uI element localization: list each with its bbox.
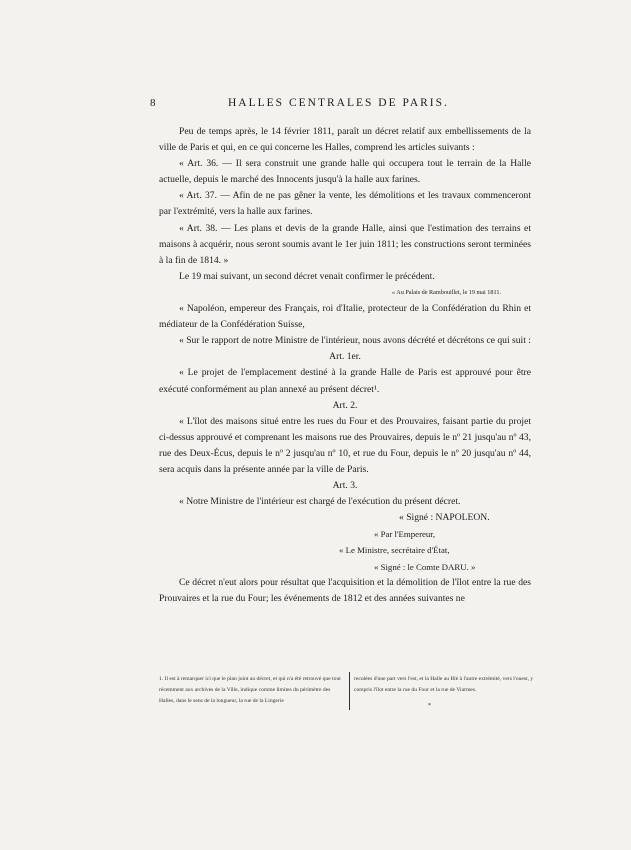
article-38: « Art. 38. — Les plans et devis de la grande Halle, ainsi que l'estimation des terrains et maisons à acquérir, nous seront soumis avant le 1er juin 1811; les constructions seront terminées à la fin de 1814. » <box>159 222 531 266</box>
footnote-left: 1. Il est à remarquer ici que le plan joint au décret, et qui n'a été retrouvé que tout récemment aux archives de la Ville, indique comme limites du périmètre des Halles, dans le sens de la longueur, la rue de la Lingerie <box>159 676 341 704</box>
footnote-column-divider <box>349 672 350 710</box>
signature: « Signé : NAPOLEON. <box>399 512 490 524</box>
page-number: 8 <box>150 97 156 109</box>
signature: « Par l'Empereur, <box>374 529 436 540</box>
signature: « Le Ministre, secrétaire d'État, <box>339 545 450 556</box>
running-title: HALLES CENTRALES DE PARIS. <box>228 97 449 109</box>
article-heading: Art. 3. <box>332 480 358 492</box>
footnote-mark: * <box>428 703 431 709</box>
body-text <box>159 124 531 607</box>
signature: « Signé : le Comte DARU. » <box>374 561 476 572</box>
paragraph: « L'îlot des maisons situé entre les rues du Four et des Prouvaires, faisant partie du projet ci-dessus approuvé et comprenant les maisons rue des Prouvaires, depuis le nº 21 jusqu'au nº 43, rue des Deux-Écus, depuis le nº 2 jusqu'au nº 10, et rue du Four, depuis le nº 20 jusqu'au nº 44, sera acquis dans la présente année par la ville de Paris. <box>159 415 531 475</box>
paragraph: « Notre Ministre de l'intérieur est chargé de l'exécution du présent décret. <box>179 496 461 508</box>
article-37: « Art. 37. — Afin de ne pas gêner la vente, les démolitions et les travaux commenceront par l'extrémité, vers la halle aux farines. <box>159 190 531 218</box>
dateline: « Au Palais de Rambouillet, le 19 mai 1811. <box>391 288 501 296</box>
paragraph: « Napoléon, empereur des Français, roi d'Italie, protecteur de la Confédération du Rhin et médiateur de la Confédération Suisse, <box>159 303 531 331</box>
article-heading: Art. 2. <box>332 399 358 411</box>
article-heading: Art. 1er. <box>329 351 361 363</box>
footnote-right: reculées d'une part vers l'est, et la Halle au Blé à l'autre extrémité, vers l'ouest, y compris l'îlot entre la rue du Four et la rue de Viarmes. <box>354 676 534 693</box>
paragraph: Le 19 mai suivant, un second décret venait confirmer le précédent. <box>179 270 435 282</box>
paragraph: « Le projet de l'emplacement destiné à la grande Halle de Paris est approuvé pour être exécuté conformément au plan annexé au présent décret¹. <box>159 367 531 395</box>
paragraph: Peu de temps après, le 14 février 1811, paraît un décret relatif aux embellissements de la ville de Paris et qui, en ce qui concerne les Halles, comprend les articles suivants : <box>159 126 531 154</box>
paragraph: Ce décret n'eut alors pour résultat que l'acquisition et la démolition de l'îlot entre la rue des Prouvaires et la rue du Four; les événements de 1812 et des années suivantes ne <box>159 576 531 604</box>
page-header <box>150 97 540 113</box>
article-36: « Art. 36. — Il sera construit une grande halle qui occupera tout le terrain de la Halle actuelle, depuis le marché des Innocents jusqu'à la halle aux farines. <box>159 158 531 186</box>
paragraph: « Sur le rapport de notre Ministre de l'intérieur, nous avons décrété et décrétons ce qui suit : <box>179 335 531 347</box>
